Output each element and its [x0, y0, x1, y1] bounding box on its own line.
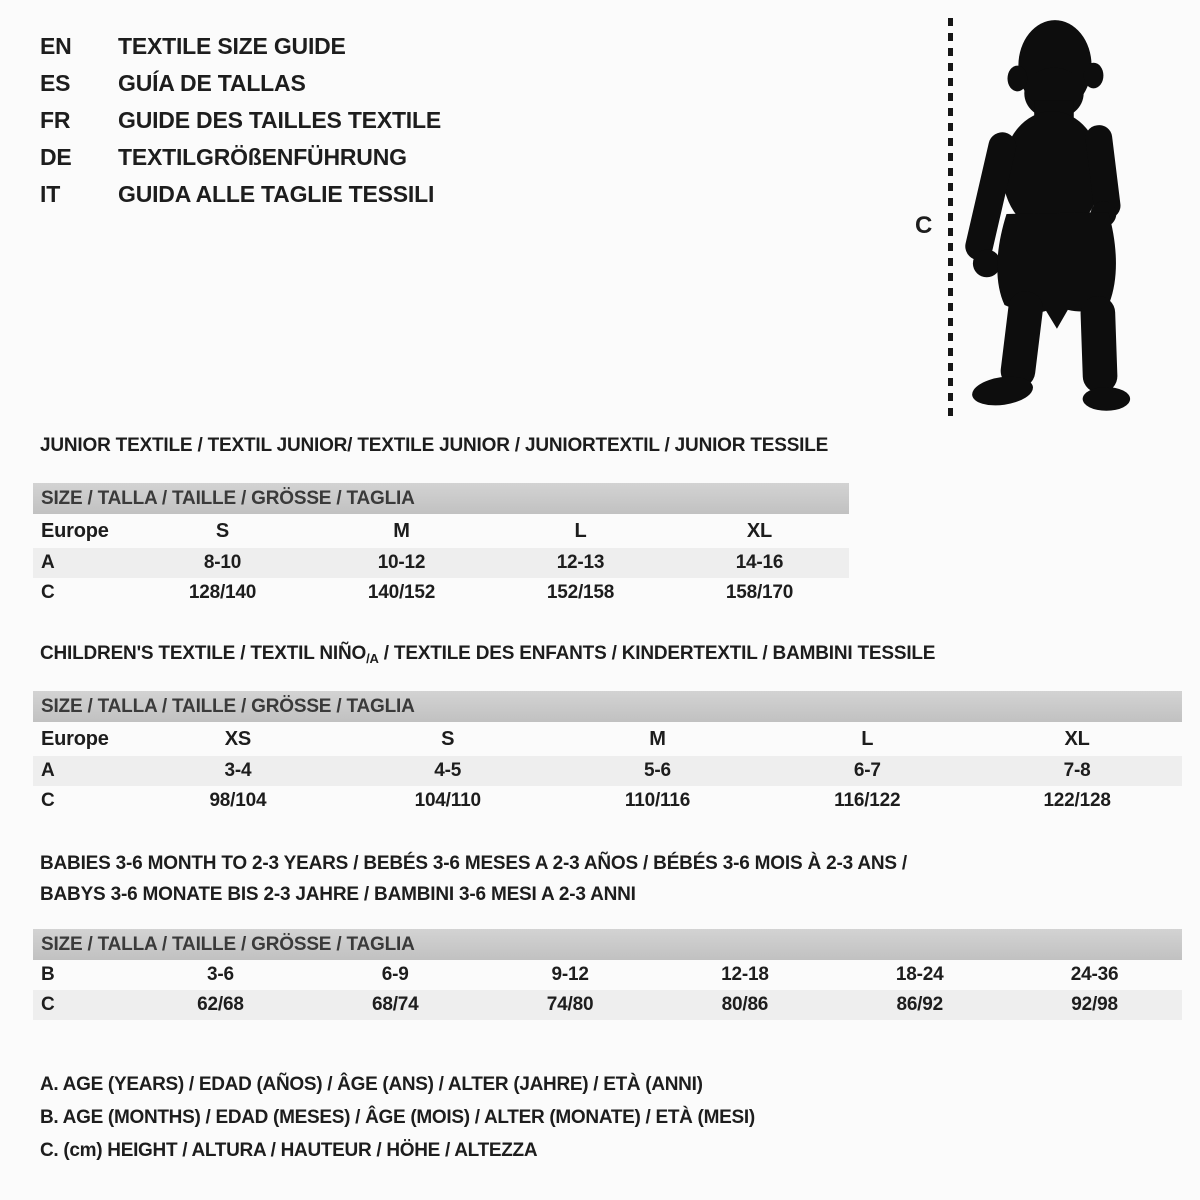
- table-row-europe: [33, 514, 849, 548]
- language-code: ES: [40, 70, 71, 96]
- height-cell: 104/110: [414, 790, 481, 811]
- row-label: B: [41, 964, 55, 985]
- height-measure-line: [948, 18, 953, 416]
- language-row: [40, 28, 441, 65]
- babies-title-line2: BABYS 3-6 MONATE BIS 2-3 JAHRE / BAMBINI 3-6 MESI A 2-3 ANNI: [40, 884, 636, 905]
- toddler-silhouette-icon: [963, 14, 1141, 414]
- table-row-age: [33, 756, 1182, 786]
- height-cell: 140/152: [367, 582, 436, 603]
- legend-line-height: C. (cm) HEIGHT / ALTURA / HAUTEUR / HÖHE / ALTEZZA: [40, 1140, 538, 1161]
- age-cell: 14-16: [735, 552, 784, 573]
- size-header-bar: SIZE / TALLA / TAILLE / GRÖSSE / TAGLIA: [33, 691, 1182, 722]
- age-cell: 12-13: [556, 552, 605, 573]
- months-cell: 24-36: [1070, 964, 1119, 985]
- legend-line-age-years: A. AGE (YEARS) / EDAD (AÑOS) / ÂGE (ANS) / ALTER (JAHRE) / ETÀ (ANNI): [40, 1074, 703, 1095]
- row-label: C: [41, 582, 55, 603]
- table-row-height: [33, 578, 849, 608]
- age-cell: 8-10: [203, 552, 242, 573]
- children-title-subscript: /A: [366, 651, 379, 666]
- height-cell: 68/74: [371, 994, 419, 1015]
- junior-section-title: JUNIOR TEXTILE / TEXTIL JUNIOR/ TEXTILE JUNIOR / JUNIORTEXTIL / JUNIOR TESSILE: [40, 435, 829, 456]
- size-cell: XL: [746, 519, 773, 542]
- babies-section-title: [40, 848, 907, 910]
- age-cell: 5-6: [644, 760, 671, 781]
- months-cell: 18-24: [895, 964, 944, 985]
- language-row: [40, 65, 441, 102]
- table-row-europe: [33, 722, 1182, 756]
- age-cell: 4-5: [434, 760, 462, 781]
- babies-size-table: [33, 929, 1182, 1020]
- language-row: [40, 176, 441, 213]
- size-cell: XS: [224, 727, 252, 750]
- row-label: A: [41, 552, 55, 573]
- language-row: [40, 139, 441, 176]
- height-cell: 98/104: [209, 790, 267, 811]
- size-cell: S: [215, 519, 230, 542]
- language-code: IT: [40, 181, 61, 207]
- height-cell: 128/140: [188, 582, 257, 603]
- height-cell: 80/86: [721, 994, 769, 1015]
- children-size-table: [33, 691, 1182, 816]
- children-title-suffix: / TEXTILE DES ENFANTS / KINDERTEXTIL / BAMBINI TESSILE: [378, 643, 936, 664]
- children-title-prefix: CHILDREN'S TEXTILE / TEXTIL NIÑO: [40, 643, 367, 664]
- children-section-title: [40, 642, 935, 667]
- guide-title: GUÍA DE TALLAS: [118, 70, 306, 96]
- babies-title-line1: BABIES 3-6 MONTH TO 2-3 YEARS / BEBÉS 3-6 MESES A 2-3 AÑOS / BÉBÉS 3-6 MOIS À 2-3 ANS /: [40, 853, 908, 874]
- size-cell: S: [441, 727, 455, 750]
- height-cell: 74/80: [546, 994, 594, 1015]
- months-cell: 12-18: [721, 964, 769, 985]
- guide-title: GUIDA ALLE TAGLIE TESSILI: [118, 181, 435, 207]
- table-row-height: [33, 990, 1182, 1020]
- language-row: [40, 102, 441, 139]
- language-code: FR: [40, 107, 71, 133]
- months-cell: 9-12: [551, 964, 589, 985]
- age-cell: 7-8: [1063, 760, 1091, 781]
- size-cell: L: [574, 519, 587, 542]
- row-label: A: [41, 760, 55, 781]
- height-cell: 92/98: [1071, 994, 1118, 1015]
- table-row-months: [33, 960, 1182, 990]
- guide-title: TEXTILGRÖßENFÜHRUNG: [118, 144, 407, 170]
- table-row-age: [33, 548, 849, 578]
- guide-title: GUIDE DES TAILLES TEXTILE: [118, 107, 441, 133]
- legend: [40, 1068, 755, 1167]
- row-label: Europe: [41, 727, 109, 750]
- junior-size-table: [33, 483, 849, 608]
- guide-title: TEXTILE SIZE GUIDE: [118, 33, 346, 59]
- row-label: Europe: [41, 519, 109, 542]
- size-cell: L: [861, 727, 874, 750]
- size-header-bar: SIZE / TALLA / TAILLE / GRÖSSE / TAGLIA: [33, 929, 1182, 960]
- age-cell: 10-12: [377, 552, 426, 573]
- height-cell: 62/68: [197, 994, 244, 1015]
- size-header-bar: SIZE / TALLA / TAILLE / GRÖSSE / TAGLIA: [33, 483, 849, 514]
- height-cell: 158/170: [725, 582, 794, 603]
- row-label: C: [41, 790, 55, 811]
- height-cell: 116/122: [834, 790, 901, 811]
- age-cell: 6-7: [853, 760, 881, 781]
- height-cell: 86/92: [896, 994, 943, 1015]
- months-cell: 3-6: [206, 964, 234, 985]
- height-cell: 152/158: [546, 582, 615, 603]
- months-cell: 6-9: [381, 964, 409, 985]
- language-code: EN: [40, 33, 72, 59]
- legend-line-age-months: B. AGE (MONTHS) / EDAD (MESES) / ÂGE (MOIS) / ALTER (MONATE) / ETÀ (MESI): [40, 1107, 755, 1128]
- height-measure-label: C: [915, 212, 933, 239]
- language-title-list: [40, 28, 441, 213]
- size-cell: M: [649, 727, 666, 750]
- table-row-height: [33, 786, 1182, 816]
- row-label: C: [41, 994, 55, 1015]
- height-cell: 110/116: [624, 790, 691, 811]
- age-cell: 3-4: [224, 760, 252, 781]
- size-cell: M: [393, 519, 410, 542]
- height-cell: 122/128: [1043, 790, 1111, 811]
- size-cell: XL: [1064, 727, 1090, 750]
- language-code: DE: [40, 144, 72, 170]
